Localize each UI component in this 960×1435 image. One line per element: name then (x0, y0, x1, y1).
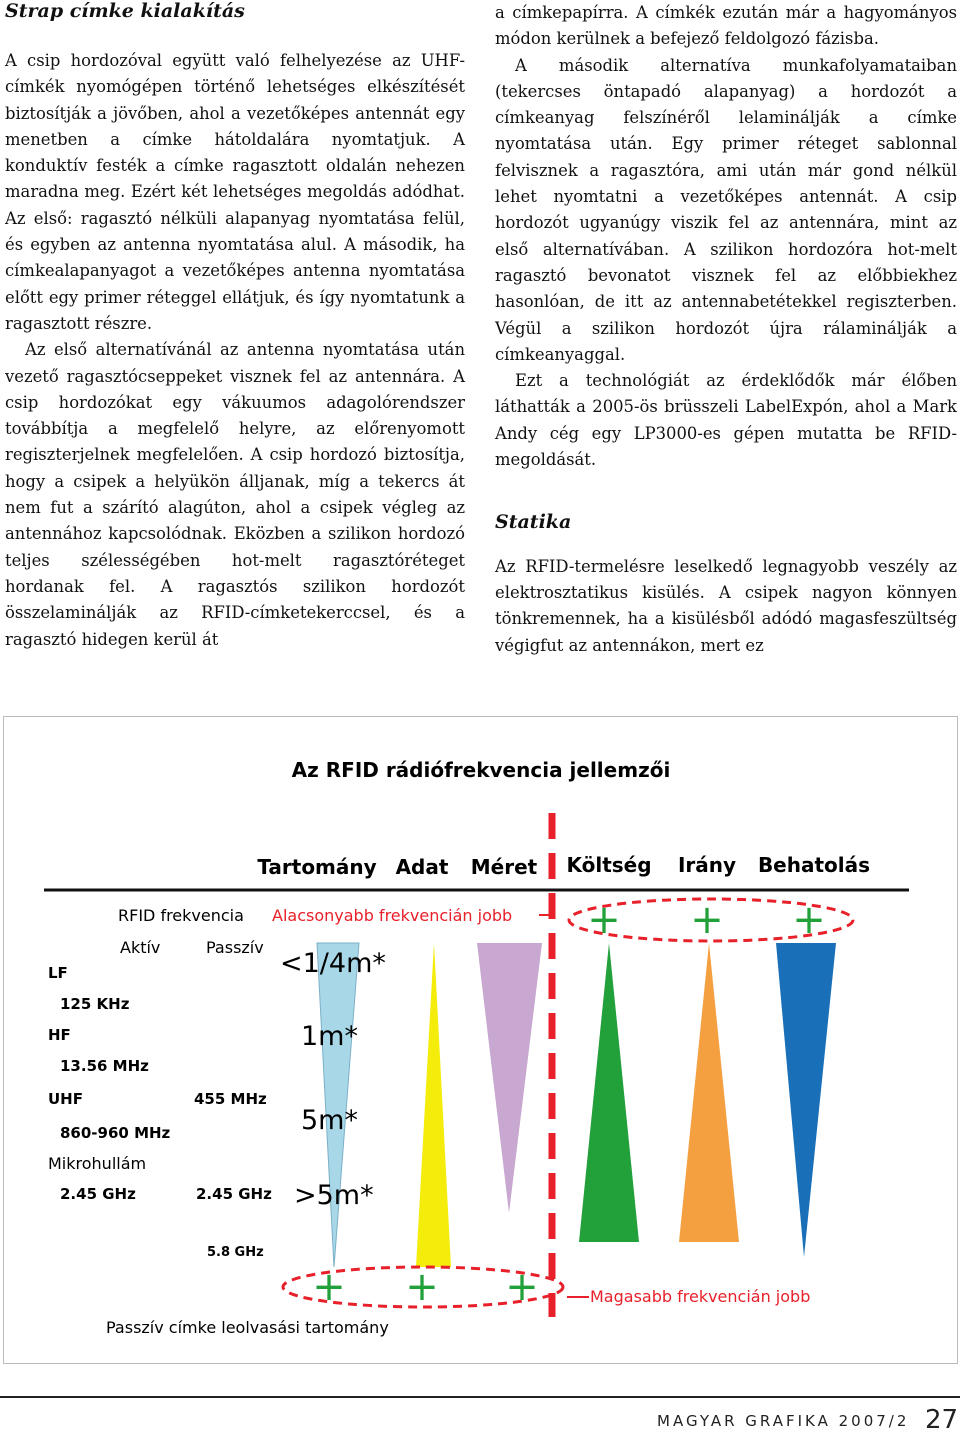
right-column (495, 0, 957, 659)
section-heading: Statika (495, 511, 572, 534)
active-label: Aktív (120, 938, 161, 957)
rfid-frequency-label: RFID frekvencia (118, 906, 244, 925)
band-value: 860-960 MHz (60, 1124, 171, 1142)
page-number: 27 (925, 1405, 959, 1435)
range-label: 5m* (301, 1105, 358, 1136)
paragraph: A csip hordozóval együtt való felhelyezése az UHF-címkék nyomógépen történő lehetséges elkészítését biztosítják a jövőben, ahol a vezetőképes antennát egy menetben a címke hátoldalára nyomtatjuk. A konduktív festék a címke ragasztott oldalán nehezen maradna meg. Ezért két lehetséges megoldás adódhat. Az első: ragasztó nélküli alapanyag nyomtatása felül, és egyben az antenna nyomtatása alul. A második, ha címkealapanyagot a vezetőképes antenna nyomtatása előtt egy primer réteggel ellátjuk, és így nyomtatunk a ragasztott részre. (5, 51, 465, 333)
plus-icon: + (312, 1264, 346, 1310)
band-label-lf: LF (48, 964, 68, 982)
range-label: <1/4m* (280, 948, 386, 979)
band-label-microwave: Mikrohullám (48, 1154, 147, 1173)
low-frequency-note: Alacsonyabb frekvencián jobb (272, 906, 513, 925)
col-header-irany: Irány (677, 853, 737, 877)
section-heading: Strap címke kialakítás (5, 0, 245, 22)
paragraph: A második alternatíva munkafolyamataiban (tekercses öntapadó alapanyag) a hordozót a címkeanyag felszínéről lelaminálják a címke nyomtatása után. Egy primer réteget sablonnal felvisznek a ragasztóra, ami után már gond nélkül lehet nyomtatni a vezetőképes antennát. A csip hordozót ugyanúgy viszik fel az antennára, mint az első alternatívában. A szilikon hordozóra hot-melt ragasztó bevonatot visznek fel az előbbiekhez hasonlóan, de itt az antennabetétekkel regiszterben. Végül a szilikon hordozót újra rálaminálják a címkeanyaggal. (495, 55, 957, 364)
paragraph: Az RFID-termelésre leselkedő legnagyobb veszély az elektrosztatikus kisülés. A csipek nagyon könnyen tönkremennek, ha a kisülésből adódó magasfeszültség végigfut az antennákon, mert ez (495, 556, 957, 655)
plus-icon: + (505, 1264, 539, 1310)
left-column (5, 0, 465, 653)
col-header-koltseg: Költség (566, 853, 652, 877)
plus-icon: + (690, 897, 724, 943)
paragraph: Az első alternatívánál az antenna nyomtatása után vezető ragasztócseppeket visznek fel az antennára. A csip hordozókat egy vákuumos adagolórendszer továbbítja a megfelelő helyre, az előrenyomott regiszterjelnek megfelelően. A csip hordozó biztosítja, hogy a csipek a helyükön álljanak, míg a tekercs át nem fut a szárító alagúton, ahol a csipek végleg az antennához kapcsolódnak. Eközben a szilikon hordozó teljes szélességében hot-melt ragasztóréteget hordanak fel. A ragasztós szilikon hordozót összelaminálják az RFID-címketekerccsel, és a ragasztó hidegen kerül át (5, 340, 465, 649)
triangle-orange (679, 943, 739, 1242)
plus-icon: + (792, 897, 826, 943)
plus-icon: + (587, 897, 621, 943)
triangle-blue (776, 943, 836, 1257)
range-label: 1m* (301, 1021, 358, 1052)
band-value: 2.45 GHz (196, 1185, 272, 1203)
triangle-green (579, 943, 639, 1242)
footer-rule (0, 1396, 960, 1398)
triangle-yellow (416, 943, 451, 1267)
range-label: >5m* (294, 1180, 374, 1211)
col-header-meret: Méret (470, 855, 538, 879)
band-value: 2.45 GHz (60, 1185, 136, 1203)
col-header-tartomany: Tartomány (257, 855, 377, 879)
band-value: 125 KHz (60, 995, 130, 1013)
band-label-uhf: UHF (48, 1090, 83, 1108)
col-header-adat: Adat (395, 855, 449, 879)
col-header-behatolas: Behatolás (757, 853, 871, 877)
paragraph: a címkepapírra. A címkék ezután már a hagyományos módon kerülnek a befejező feldolgozó fázisba. (495, 3, 957, 49)
band-value: 455 MHz (194, 1090, 267, 1108)
paragraph: Ezt a technológiát az érdeklődők már élőben láthatták a 2005-ös brüsszeli LabelExpón, ahol a Mark Andy cég egy LP3000-es gépen mutatta be RFID-megoldását. (495, 371, 957, 470)
figure-title: Az RFID rádiófrekvencia jellemzői (291, 758, 671, 782)
passive-label: Passzív (206, 938, 264, 957)
high-frequency-note: Magasabb frekvencián jobb (590, 1287, 811, 1306)
band-value: 13.56 MHz (60, 1057, 149, 1075)
passive-range-label: Passzív címke leolvasási tartomány (106, 1318, 389, 1337)
rfid-figure (3, 716, 958, 1364)
band-value: 5.8 GHz (207, 1245, 264, 1260)
publication-name: MAGYAR GRAFIKA 2007/2 (657, 1412, 910, 1430)
triangle-purple (477, 943, 542, 1213)
plus-icon: + (405, 1264, 439, 1310)
rfid-diagram (4, 717, 957, 1363)
band-label-hf: HF (48, 1026, 71, 1044)
